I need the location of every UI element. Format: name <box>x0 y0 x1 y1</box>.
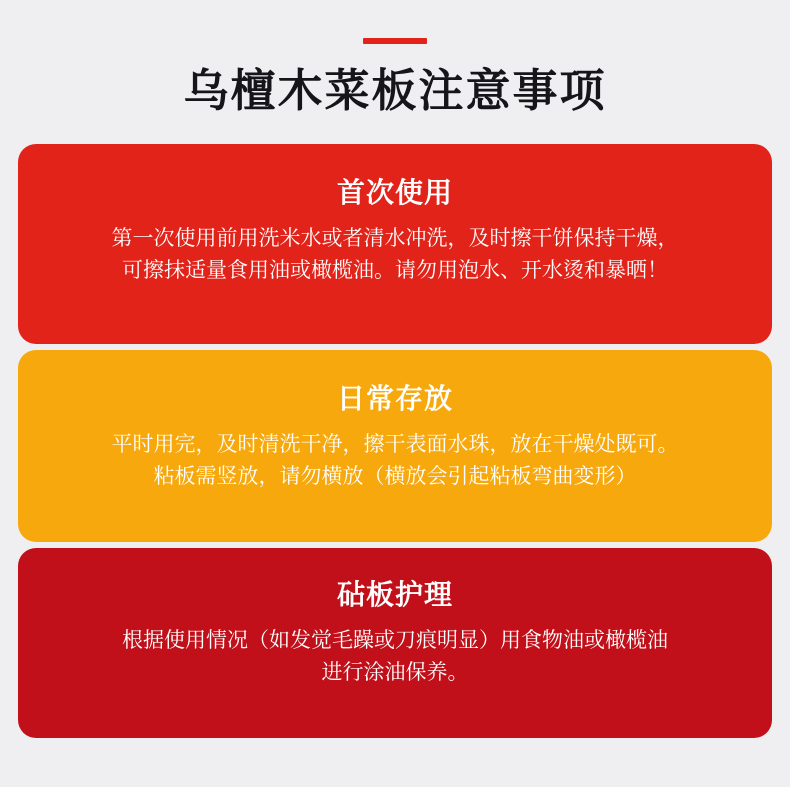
page-header <box>0 0 790 116</box>
section-body-line: 平时用完，及时清洗干净，擦干表面水珠，放在干燥处既可。 <box>111 433 679 457</box>
section-card-first-use <box>18 144 772 344</box>
section-body <box>44 625 746 688</box>
page-title: 乌檀木菜板注意事项 <box>183 65 607 116</box>
title-accent-bar <box>363 38 427 44</box>
section-body-line: 粘板需竖放，请勿横放（横放会引起粘板弯曲变形） <box>153 464 637 488</box>
section-body-line: 根据使用情况（如发觉毛躁或刀痕明显）用食物油或橄榄油 <box>122 629 668 653</box>
section-title: 砧板护理 <box>336 578 453 610</box>
section-body-line: 可擦抹适量食用油或橄榄油。请勿用泡水、开水烫和暴晒！ <box>122 258 668 282</box>
section-body-line: 进行涂油保养。 <box>321 660 469 684</box>
section-body <box>44 223 746 286</box>
section-body-line: 第一次使用前用洗米水或者清水冲洗，及时擦干饼保持干燥， <box>111 227 679 251</box>
section-title: 首次使用 <box>336 176 453 208</box>
sections-list <box>0 144 790 738</box>
section-body <box>44 429 746 492</box>
section-card-board-care <box>18 548 772 738</box>
section-card-daily-storage <box>18 350 772 542</box>
section-title: 日常存放 <box>336 382 453 414</box>
